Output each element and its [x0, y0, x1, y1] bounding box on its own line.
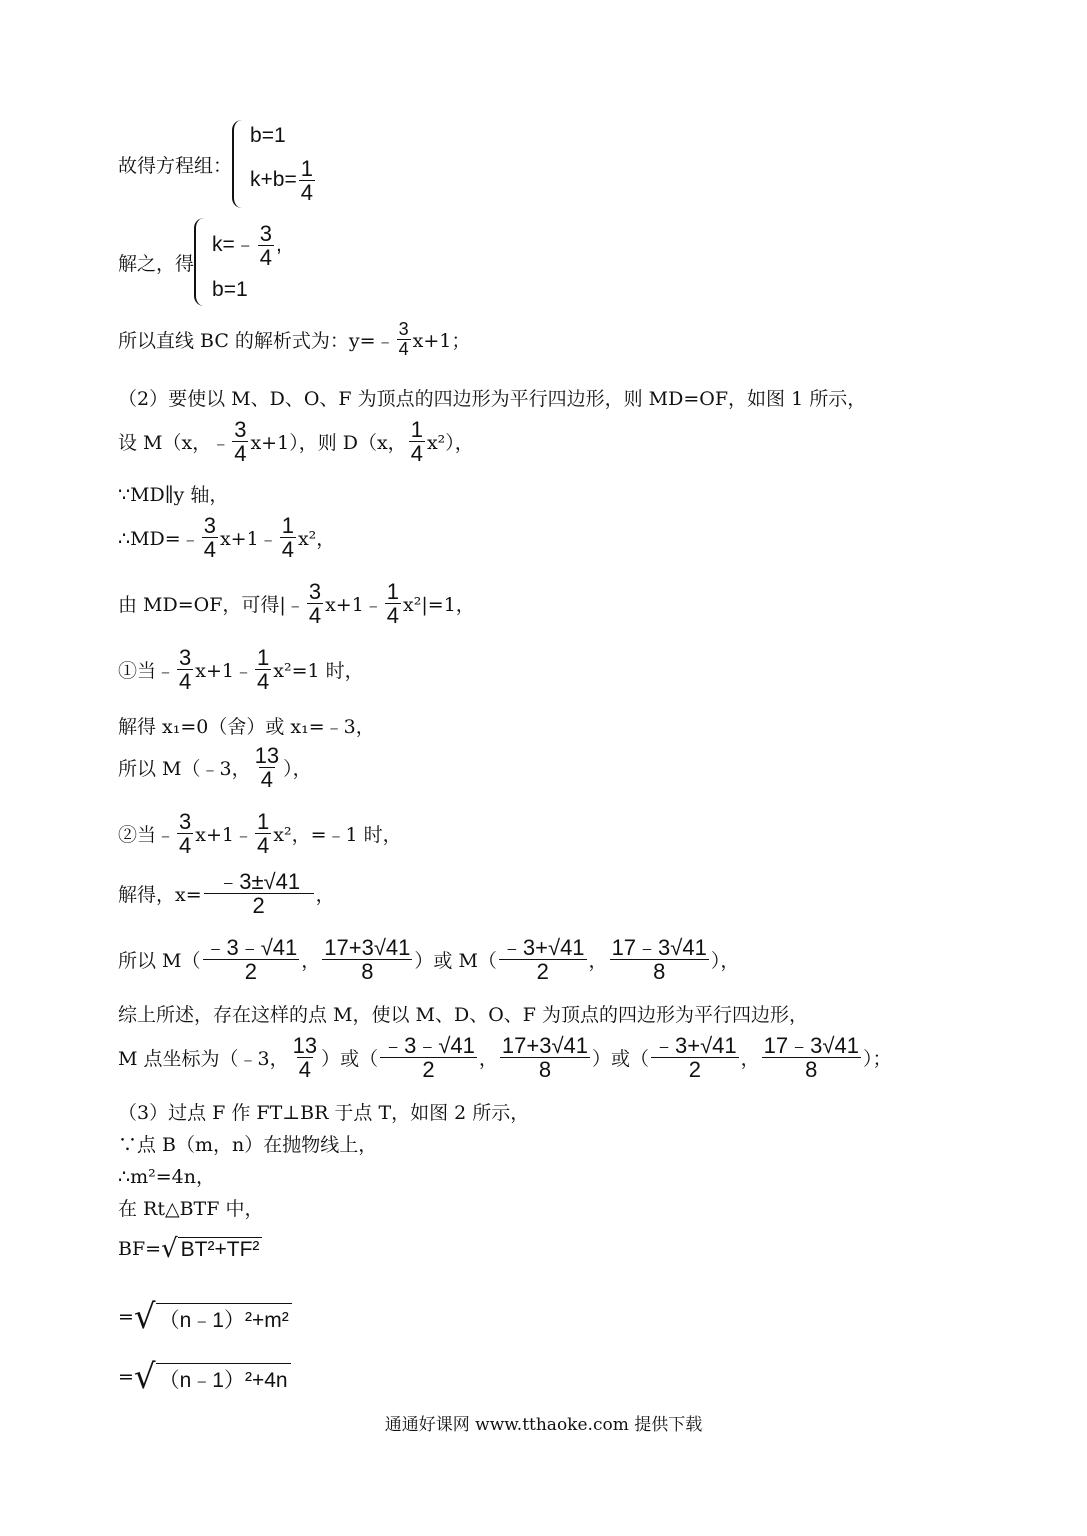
line-23	[118, 1357, 291, 1397]
fraction	[762, 1034, 861, 1081]
num: 3	[259, 221, 273, 247]
den: 4	[398, 338, 409, 359]
line-13	[118, 870, 335, 917]
eq: k+b=	[250, 167, 297, 191]
fraction	[255, 646, 271, 693]
den: 8	[610, 959, 709, 983]
text: ）或 M（	[414, 950, 497, 973]
text: ），	[710, 950, 740, 973]
num: 1	[257, 809, 270, 834]
text: ）或（	[592, 1048, 650, 1071]
num: 3	[179, 809, 192, 834]
radicand: BT²+TF²	[178, 1237, 263, 1262]
fraction	[299, 157, 315, 204]
fraction	[322, 936, 412, 983]
fraction	[202, 514, 218, 561]
text: x²=1 时，	[273, 660, 364, 683]
den: 2	[204, 893, 314, 917]
den: 4	[257, 669, 270, 695]
line-4	[118, 384, 866, 411]
fraction	[385, 580, 401, 627]
fraction	[280, 514, 296, 561]
footer: 通通好课网 www.tthaoke.com 提供下载	[384, 1415, 703, 1435]
text: ∵MD∥y 轴，	[118, 484, 229, 506]
text: x²），	[426, 432, 474, 455]
fraction	[253, 744, 281, 791]
text: 综上所述，存在这样的点 M，使以 M、D、O、F 为顶点的四边形为平行四边形，	[118, 1004, 809, 1026]
line-12	[118, 810, 402, 857]
fraction	[291, 1034, 319, 1081]
system-rows	[250, 120, 317, 208]
line-18	[118, 1130, 377, 1157]
num: 3	[234, 417, 247, 442]
text: 解得 x₁=0（舍）或 x₁=﹣3，	[118, 716, 375, 738]
line-15	[118, 1000, 808, 1027]
text: 解得，x=	[118, 884, 202, 907]
num: 1	[281, 513, 294, 538]
line-22	[118, 1297, 292, 1337]
line-21	[118, 1236, 262, 1262]
num: 13	[254, 743, 280, 768]
fraction	[177, 646, 193, 693]
line-19	[118, 1162, 215, 1189]
line-6	[118, 480, 228, 507]
sqrt	[161, 1236, 262, 1262]
line-16	[118, 1034, 891, 1081]
text: x+1；	[412, 329, 471, 352]
fraction	[307, 580, 323, 627]
text: x+1﹣	[195, 660, 253, 683]
num: ﹣3±√41	[217, 869, 301, 894]
text: ②当﹣	[118, 824, 176, 847]
num: 3	[308, 579, 322, 604]
text: 在 Rt△BTF 中，	[118, 1198, 264, 1220]
text: ）或（	[321, 1048, 379, 1071]
fraction	[380, 1034, 477, 1081]
line-9	[118, 646, 364, 693]
den: 4	[300, 179, 313, 205]
den: 2	[499, 959, 587, 983]
fraction	[499, 936, 587, 983]
text: 所以直线 BC 的解析式为：y=﹣	[118, 329, 395, 352]
den: 4	[410, 441, 423, 467]
text: ，	[315, 884, 335, 907]
den: 4	[308, 603, 322, 629]
den: 4	[259, 245, 273, 271]
text: ∴MD=﹣	[118, 528, 200, 551]
text: 故得方程组：	[118, 154, 233, 177]
text: 由 MD=OF，可得|﹣	[118, 594, 305, 617]
den: 4	[298, 1057, 311, 1083]
num: 1	[410, 417, 423, 442]
radical-sign: √	[161, 1234, 178, 1264]
den: 4	[179, 833, 192, 859]
line-8	[118, 580, 475, 627]
num: ﹣3+√41	[500, 935, 585, 960]
radicand: （n﹣1）²+4n	[156, 1363, 291, 1394]
fraction	[610, 936, 709, 983]
den: 2	[380, 1057, 477, 1081]
num: ﹣3﹣√41	[382, 1033, 475, 1058]
system-rows	[212, 218, 282, 306]
eq-row	[250, 157, 317, 204]
num: ﹣3﹣√41	[204, 935, 298, 960]
text: BF=	[118, 1238, 162, 1260]
text: （2）要使以 M、D、O、F 为顶点的四边形为平行四边形，则 MD=OF，如图 1 所示，	[118, 388, 867, 410]
num: 3	[398, 319, 409, 339]
text: x+1），则 D（x，	[250, 432, 407, 455]
num: 1	[386, 579, 400, 604]
text: M 点坐标为（﹣3，	[118, 1048, 289, 1071]
num: 3	[203, 513, 216, 538]
den: 4	[260, 767, 273, 793]
eq: k=﹣	[212, 233, 256, 257]
den: 4	[179, 669, 192, 695]
den: 8	[322, 959, 412, 983]
fraction	[204, 870, 314, 917]
system-brace	[232, 120, 317, 208]
den: 4	[386, 603, 400, 629]
den: 8	[500, 1057, 590, 1081]
text: ，	[588, 950, 608, 973]
text: ，	[301, 950, 321, 973]
fraction	[397, 320, 411, 359]
fraction	[409, 418, 425, 465]
den: 2	[651, 1057, 739, 1081]
text: 解之，得	[118, 252, 195, 275]
num: 13	[292, 1033, 318, 1058]
sqrt	[133, 1297, 292, 1337]
num: ﹣3+√41	[653, 1033, 737, 1058]
text: ，	[740, 1048, 760, 1071]
text: =	[118, 1306, 134, 1328]
eq: b=1	[250, 124, 286, 148]
line-11	[118, 744, 312, 791]
fraction	[203, 936, 300, 983]
num: 17+3√41	[324, 935, 411, 960]
text: ，	[478, 1048, 498, 1071]
brace	[194, 218, 206, 306]
line-10	[118, 712, 375, 739]
sqrt	[133, 1357, 291, 1397]
text: 所以 M（﹣3，	[118, 758, 251, 781]
num: 3	[179, 645, 192, 670]
line-14	[118, 936, 739, 983]
line-5	[118, 418, 474, 465]
den: 2	[203, 959, 300, 983]
text: x+1﹣	[219, 528, 278, 551]
text: ）；	[862, 1048, 892, 1071]
eq-row: k=﹣ $\frac{3}{4}$ ,	[212, 221, 282, 271]
num: 17+3√41	[501, 1033, 588, 1058]
num: 17﹣3√41	[611, 935, 707, 960]
fraction	[651, 1034, 739, 1081]
fraction	[232, 418, 248, 465]
text: ），	[283, 758, 312, 781]
system-brace	[194, 218, 282, 306]
text: （3）过点 F 作 FT⊥BR 于点 T，如图 2 所示，	[118, 1102, 530, 1124]
fraction	[500, 1034, 590, 1081]
equation-system-2	[118, 218, 282, 306]
text: x+1﹣	[195, 824, 253, 847]
den: 4	[203, 537, 216, 563]
text: ①当﹣	[118, 660, 176, 683]
den: 4	[257, 833, 270, 859]
text: =	[118, 1366, 134, 1388]
line-3	[118, 320, 470, 359]
num: 17﹣3√41	[763, 1033, 859, 1058]
line-17	[118, 1098, 529, 1125]
text: x²，	[297, 528, 336, 551]
eq: b=1	[212, 277, 248, 301]
equation-system-1	[118, 120, 317, 208]
radical-sign: √	[133, 1357, 156, 1397]
fraction	[258, 222, 274, 269]
fraction	[177, 810, 193, 857]
line-7	[118, 514, 335, 561]
brace	[232, 120, 244, 208]
text: x²|=1，	[403, 594, 475, 617]
text: x+1﹣	[325, 594, 383, 617]
text: 所以 M（	[118, 950, 201, 973]
fraction	[255, 810, 271, 857]
text: 设 M（x，﹣	[118, 432, 231, 455]
den: 8	[762, 1057, 861, 1081]
den: 4	[281, 537, 294, 563]
radical-sign: √	[133, 1297, 156, 1337]
den: 4	[234, 441, 247, 467]
num: 1	[257, 645, 270, 670]
text: x²，=﹣1 时，	[273, 824, 402, 847]
radicand: （n﹣1）²+m²	[156, 1303, 292, 1334]
num: 1	[300, 155, 313, 181]
text: ∴m²=4n，	[118, 1166, 215, 1188]
line-20	[118, 1194, 263, 1221]
text: ∵点 B（m，n）在抛物线上，	[118, 1134, 378, 1156]
